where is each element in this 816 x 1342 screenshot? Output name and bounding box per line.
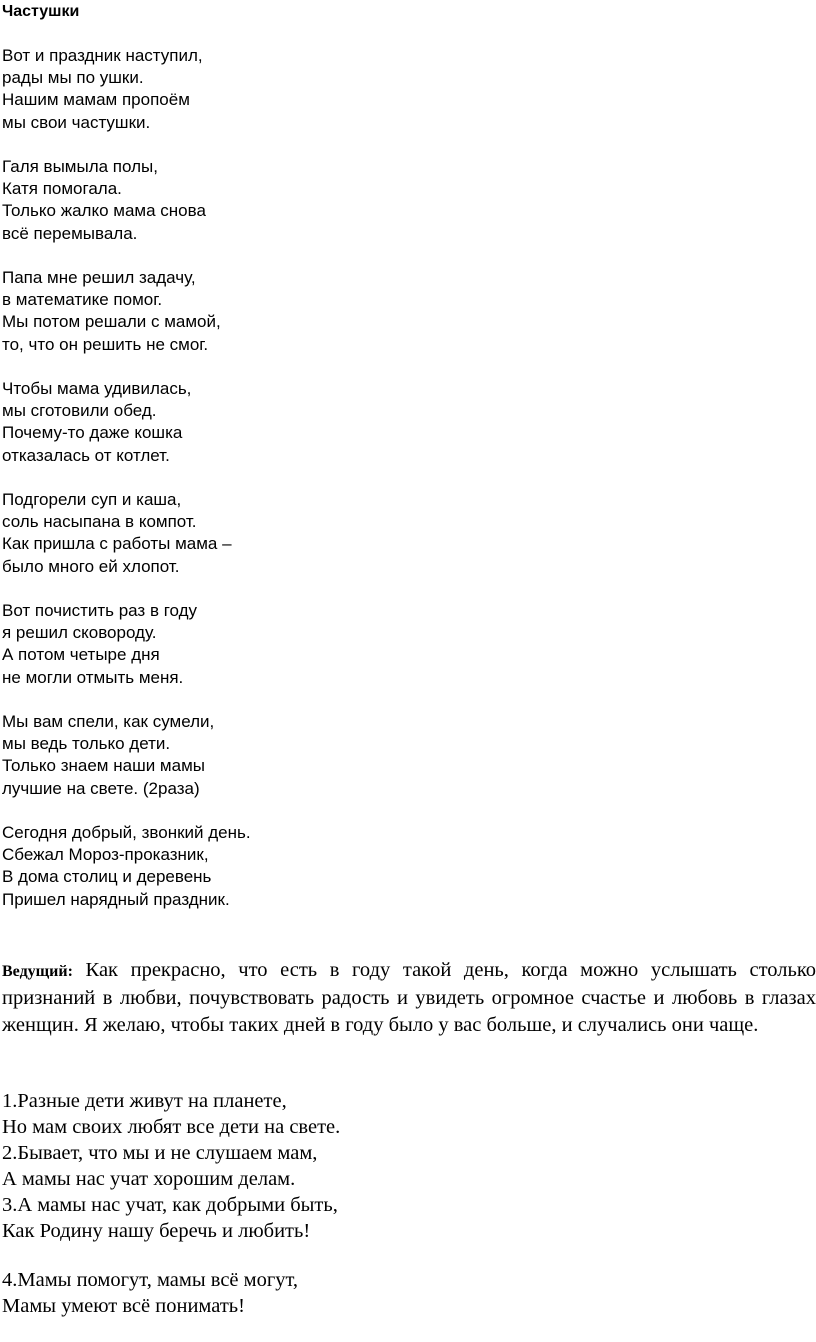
verse-group <box>2 1267 802 1319</box>
stanza-line: всё перемывала. <box>2 223 138 243</box>
stanza-line: Только жалко мама снова <box>2 201 206 221</box>
verse-line: Мамы умеют всё понимать! <box>2 1295 245 1317</box>
stanza-line: Как пришла с работы мама – <box>2 534 232 554</box>
stanza-line: соль насыпана в компот. <box>2 512 197 532</box>
chastushki-stanzas <box>2 45 702 933</box>
verse-line: 3.А мамы нас учат, как добрыми быть, <box>2 1194 338 1216</box>
verse-line: 1.Разные дети живут на планете, <box>2 1090 287 1112</box>
stanza-line: В дома столиц и деревень <box>2 867 212 887</box>
stanza-line: Мы вам спели, как сумели, <box>2 712 215 731</box>
verse-line: 2.Бывает, что мы и не слушаем мам, <box>2 1142 318 1164</box>
stanza <box>2 489 702 578</box>
verse-line: Но мам своих любят все дети на свете. <box>2 1116 341 1138</box>
stanza-line: отказалась от котлет. <box>2 445 170 465</box>
stanza <box>2 156 702 245</box>
stanza-line: Катя помогала. <box>2 179 122 199</box>
stanza-line: Нашим мамам пропоём <box>2 90 190 110</box>
stanza <box>2 711 702 800</box>
stanza-line: Только знаем наши мамы <box>2 756 205 776</box>
stanza-line: Чтобы мама удивилась, <box>2 379 192 398</box>
host-paragraph <box>2 957 816 1039</box>
stanza-line: Пришел нарядный праздник. <box>2 889 230 909</box>
stanza-line: Вот почистить раз в году <box>2 601 198 620</box>
stanza-line: Подгорели суп и каша, <box>2 490 182 509</box>
stanza <box>2 822 702 911</box>
stanza <box>2 45 702 134</box>
children-verses <box>2 1088 802 1342</box>
verse-line: Как Родину нашу беречь и любить! <box>2 1220 311 1242</box>
verse-line: А мамы нас учат хорошим делам. <box>2 1168 296 1190</box>
stanza-line: Мы потом решали с мамой, <box>2 312 221 332</box>
stanza-line: А потом четыре дня <box>2 645 160 665</box>
stanza <box>2 378 702 467</box>
host-speaker-label: Ведущий: <box>2 963 73 980</box>
verse-group <box>2 1088 802 1244</box>
stanza-line: мы свои частушки. <box>2 112 151 132</box>
verse-line: 4.Мамы помогут, мамы всё могут, <box>2 1269 299 1291</box>
stanza-line: Галя вымыла полы, <box>2 157 158 176</box>
stanza-line: Сегодня добрый, звонкий день. <box>2 823 251 842</box>
stanza <box>2 600 702 689</box>
stanza-line: было много ей хлопот. <box>2 556 180 576</box>
stanza-line: Папа мне решил задачу, <box>2 268 196 287</box>
stanza-line: Вот и праздник наступил, <box>2 46 203 65</box>
stanza-line: в математике помог. <box>2 290 163 310</box>
stanza-line: рады мы по ушки. <box>2 68 144 88</box>
stanza-line: мы сготовили обед. <box>2 401 157 421</box>
document-title: Частушки <box>2 3 80 20</box>
stanza-line: лучшие на свете. (2раза) <box>2 778 200 798</box>
stanza-line: Сбежал Мороз-проказник, <box>2 845 209 865</box>
host-speech-text: Как прекрасно, что есть в году такой день, когда можно услышать столько признаний в любви, почувствовать радость и увидеть огромное счастье и любовь в глазах женщин. Я желаю, чтобы таких дней в году было у вас больше, и случались они чаще. <box>2 959 816 1036</box>
stanza-line: то, что он решить не смог. <box>2 334 209 354</box>
stanza-line: мы ведь только дети. <box>2 734 171 754</box>
stanza <box>2 267 702 356</box>
stanza-line: не могли отмыть меня. <box>2 667 184 687</box>
stanza-line: я решил сковороду. <box>2 623 157 643</box>
stanza-line: Почему-то даже кошка <box>2 423 183 443</box>
